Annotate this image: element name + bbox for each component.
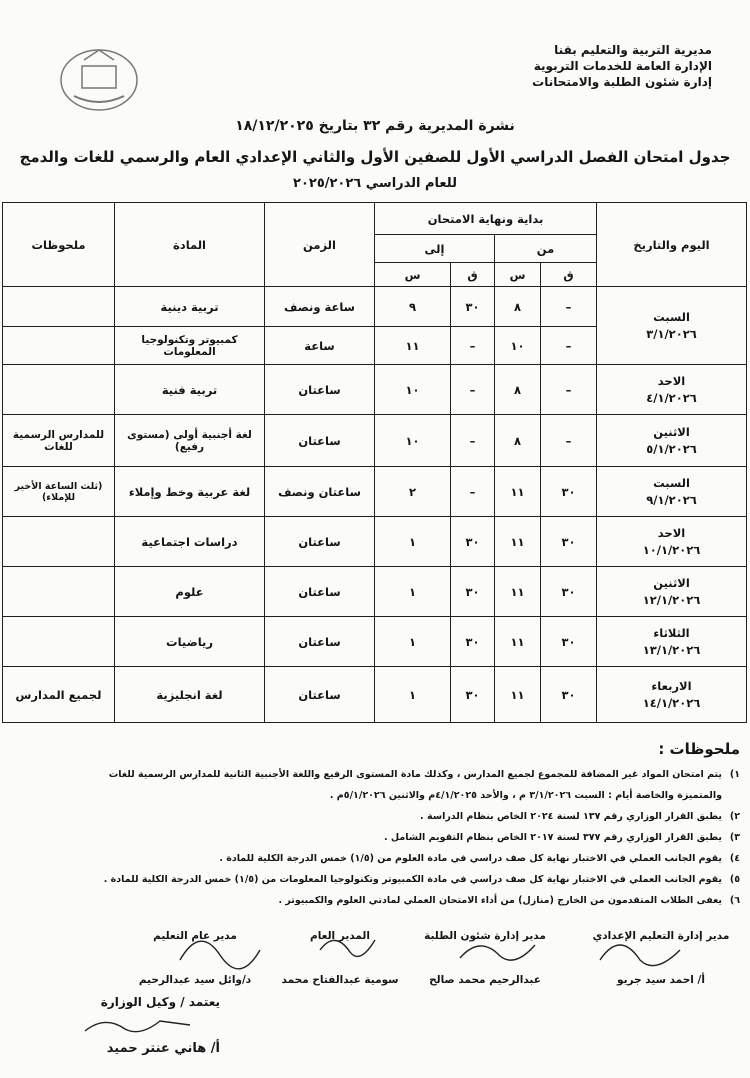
duration: ساعتان bbox=[265, 365, 375, 415]
duration: ساعتان bbox=[265, 617, 375, 667]
table-row bbox=[3, 517, 747, 567]
note: للمدارس الرسمية للغات bbox=[3, 415, 115, 467]
academic-year: للعام الدراسي ٢٠٢٥/٢٠٢٦ bbox=[293, 176, 457, 191]
to-hour: ٩ bbox=[375, 287, 451, 327]
document-title: جدول امتحان الفصل الدراسي الأول للصفين الأول والثاني الإعدادي العام والرسمي للغات والدمج bbox=[19, 148, 731, 166]
note-text: يتم امتحان المواد غير المضافة للمجموع لجميع المدارس ، وكذلك مادة المستوى الرفيع واللغة الأجنبية الثانية للمدارس الرسمية للغات bbox=[108, 769, 722, 780]
day-date-cell bbox=[597, 567, 747, 617]
exam-date: ٩/١/٢٠٢٦ bbox=[646, 492, 697, 507]
subject: دراسات اجتماعية bbox=[115, 517, 265, 567]
to-hour: ١٠ bbox=[375, 415, 451, 467]
signature-title: مدير إدارة التعليم الإعدادي bbox=[592, 930, 730, 942]
header-hour: س bbox=[495, 263, 541, 287]
bulletin-number: نشرة المديرية رقم ٣٢ بتاريخ ١٨/١٢/٢٠٢٥ bbox=[235, 118, 515, 134]
to-minute: ٣٠ bbox=[451, 287, 495, 327]
header-day-date: اليوم والتاريخ bbox=[597, 203, 747, 287]
from-hour: ٨ bbox=[495, 287, 541, 327]
signature-name: د/وائل سيد عبدالرحيم bbox=[138, 974, 252, 986]
subject: علوم bbox=[115, 567, 265, 617]
from-minute: ٣٠ bbox=[541, 667, 597, 723]
duration: ساعة ونصف bbox=[265, 287, 375, 327]
handwritten-signatures bbox=[160, 920, 720, 980]
duration: ساعتان bbox=[265, 517, 375, 567]
header-from: من bbox=[495, 235, 597, 263]
to-minute: ٣٠ bbox=[451, 567, 495, 617]
signature-name: سومية عبدالفتاح محمد bbox=[281, 974, 399, 986]
approval-block bbox=[20, 995, 220, 1056]
note: (ثلث الساعة الأخير للإملاء) bbox=[3, 467, 115, 517]
from-hour: ١١ bbox=[495, 467, 541, 517]
from-hour: ١١ bbox=[495, 567, 541, 617]
list-item bbox=[5, 890, 740, 911]
signature-title: مدير عام التعليم bbox=[153, 930, 237, 942]
day-name: الثلاثاء bbox=[653, 625, 690, 640]
from-minute: ٣٠ bbox=[541, 517, 597, 567]
to-hour: ١ bbox=[375, 567, 451, 617]
to-hour: ٢ bbox=[375, 467, 451, 517]
exam-date: ١٠/١/٢٠٢٦ bbox=[642, 542, 701, 557]
duration: ساعتان bbox=[265, 667, 375, 723]
subject: رياضيات bbox=[115, 617, 265, 667]
subject: تربية فنية bbox=[115, 365, 265, 415]
from-hour: ١١ bbox=[495, 617, 541, 667]
note-number: ٤) bbox=[729, 853, 740, 864]
header-subject: المادة bbox=[115, 203, 265, 287]
list-item bbox=[5, 764, 740, 785]
header-notes: ملحوظات bbox=[3, 203, 115, 287]
exam-date: ١٣/١/٢٠٢٦ bbox=[642, 642, 701, 657]
note-text: يعفى الطلاب المتقدمون من الخارج (منازل) من أداء الامتحان العملي لمادتي العلوم والكمبيوتر . bbox=[278, 895, 722, 906]
approval-signature bbox=[80, 1013, 200, 1037]
to-hour: ١ bbox=[375, 617, 451, 667]
header-minute: ق bbox=[451, 263, 495, 287]
table-row bbox=[3, 667, 747, 723]
from-minute: – bbox=[541, 365, 597, 415]
day-name: الاحد bbox=[657, 525, 686, 540]
day-date-cell bbox=[597, 365, 747, 415]
header-minute: ق bbox=[541, 263, 597, 287]
to-hour: ١ bbox=[375, 667, 451, 723]
approval-name: أ/ هاني عنتر حميد bbox=[106, 1041, 220, 1056]
list-item bbox=[5, 806, 740, 827]
signature-title: مدير إدارة شئون الطلبة bbox=[424, 930, 546, 942]
day-date-cell bbox=[597, 287, 747, 365]
notes-list bbox=[5, 764, 740, 911]
note-number: ٣) bbox=[729, 832, 740, 843]
from-hour: ١١ bbox=[495, 667, 541, 723]
subject: لغة أجنبية أولى (مستوى رفيع) bbox=[115, 415, 265, 467]
to-minute: – bbox=[451, 327, 495, 365]
from-hour: ٨ bbox=[495, 415, 541, 467]
exam-date: ٣/١/٢٠٢٦ bbox=[646, 326, 697, 341]
from-minute: – bbox=[541, 287, 597, 327]
from-minute: ٣٠ bbox=[541, 467, 597, 517]
note bbox=[3, 327, 115, 365]
signature-title: المدير العام bbox=[310, 930, 370, 942]
day-name: الاحد bbox=[657, 373, 686, 388]
to-hour: ١٠ bbox=[375, 365, 451, 415]
header-to: إلى bbox=[375, 235, 495, 263]
duration: ساعتان ونصف bbox=[265, 467, 375, 517]
header-exam-period: بداية ونهاية الامتحان bbox=[375, 203, 597, 235]
to-hour: ١١ bbox=[375, 327, 451, 365]
table-row bbox=[3, 415, 747, 467]
note: لجميع المدارس bbox=[3, 667, 115, 723]
to-minute: ٣٠ bbox=[451, 617, 495, 667]
exam-date: ١٢/١/٢٠٢٦ bbox=[642, 592, 701, 607]
exam-date: ٤/١/٢٠٢٦ bbox=[646, 390, 697, 405]
subject: كمبيوتر وتكنولوجيا المعلومات bbox=[115, 327, 265, 365]
note-number: ١) bbox=[729, 769, 740, 780]
note bbox=[3, 517, 115, 567]
from-hour: ١١ bbox=[495, 517, 541, 567]
from-minute: ٣٠ bbox=[541, 617, 597, 667]
directorate-logo bbox=[44, 40, 154, 120]
note-text: يقوم الجانب العملي في الاختبار نهاية كل صف دراسي في مادة العلوم من (١/٥) خمس الدرجة الكلية للمادة . bbox=[219, 853, 722, 864]
duration: ساعة bbox=[265, 327, 375, 365]
subject: لغة انجليزية bbox=[115, 667, 265, 723]
letterhead-line: الإدارة العامة للخدمات التربوية bbox=[533, 59, 712, 73]
to-minute: ٣٠ bbox=[451, 517, 495, 567]
exam-schedule-table bbox=[2, 202, 747, 723]
list-item bbox=[5, 785, 740, 806]
from-hour: ٨ bbox=[495, 365, 541, 415]
to-minute: ٣٠ bbox=[451, 667, 495, 723]
exam-date: ٥/١/٢٠٢٦ bbox=[646, 441, 697, 456]
subject: لغة عربية وخط وإملاء bbox=[115, 467, 265, 517]
note-text: يقوم الجانب العملي في الاختبار نهاية كل صف دراسي في مادة الكمبيوتر وتكنولوجيا المعلومات من (١/٥) خمس الدرجة الكلية للمادة . bbox=[103, 874, 722, 885]
day-date-cell bbox=[597, 415, 747, 467]
note bbox=[3, 287, 115, 327]
signature-name: أ/ احمد سيد جريو bbox=[617, 974, 705, 986]
to-minute: – bbox=[451, 467, 495, 517]
approval-title: يعتمد / وكيل الوزارة bbox=[100, 995, 220, 1009]
list-item bbox=[5, 848, 740, 869]
day-date-cell bbox=[597, 617, 747, 667]
day-date-cell bbox=[597, 667, 747, 723]
signature-name: عبدالرحيم محمد صالح bbox=[429, 974, 541, 986]
note-number: ٢) bbox=[729, 811, 740, 822]
day-name: السبت bbox=[653, 475, 690, 490]
to-minute: – bbox=[451, 415, 495, 467]
letterhead bbox=[492, 42, 712, 90]
note bbox=[3, 365, 115, 415]
day-name: السبت bbox=[653, 309, 690, 324]
duration: ساعتان bbox=[265, 567, 375, 617]
from-hour: ١٠ bbox=[495, 327, 541, 365]
table-row bbox=[3, 617, 747, 667]
from-minute: ٣٠ bbox=[541, 567, 597, 617]
header-hour: س bbox=[375, 263, 451, 287]
to-minute: – bbox=[451, 365, 495, 415]
letterhead-line: إدارة شئون الطلبة والامتحانات bbox=[532, 75, 712, 89]
note-number: ٥) bbox=[729, 874, 740, 885]
note bbox=[3, 617, 115, 667]
note bbox=[3, 567, 115, 617]
list-item bbox=[5, 827, 740, 848]
note-text: والمتميزة والخاصة أيام : السبت ٣/١/٢٠٢٦ م ، والأحد ٤/١/٢٠٢٥م والاثنين ٥/١/٢٠٢٦م . bbox=[329, 790, 722, 801]
from-minute: – bbox=[541, 327, 597, 365]
table-row bbox=[3, 365, 747, 415]
list-item bbox=[5, 869, 740, 890]
note-number: ٦) bbox=[729, 895, 740, 906]
exam-date: ١٤/١/٢٠٢٦ bbox=[642, 695, 701, 710]
to-hour: ١ bbox=[375, 517, 451, 567]
duration: ساعتان bbox=[265, 415, 375, 467]
day-date-cell bbox=[597, 467, 747, 517]
day-name: الاثنين bbox=[653, 424, 690, 439]
table-row bbox=[3, 467, 747, 517]
day-name: الاربعاء bbox=[651, 678, 692, 693]
subject: تربية دينية bbox=[115, 287, 265, 327]
table-row bbox=[3, 287, 747, 327]
from-minute: – bbox=[541, 415, 597, 467]
day-name: الاثنين bbox=[653, 575, 690, 590]
header-duration: الزمن bbox=[265, 203, 375, 287]
notes-heading: ملحوظات : bbox=[658, 740, 740, 758]
day-date-cell bbox=[597, 517, 747, 567]
note-text: يطبق القرار الوزاري رقم ١٣٧ لسنة ٢٠٢٤ الخاص بنظام الدراسة . bbox=[420, 811, 722, 822]
note-text: يطبق القرار الوزاري رقم ٣٧٧ لسنة ٢٠١٧ الخاص بنظام التقويم الشامل . bbox=[383, 832, 722, 843]
letterhead-line: مديرية التربية والتعليم بقنا bbox=[554, 43, 712, 57]
table-row bbox=[3, 567, 747, 617]
